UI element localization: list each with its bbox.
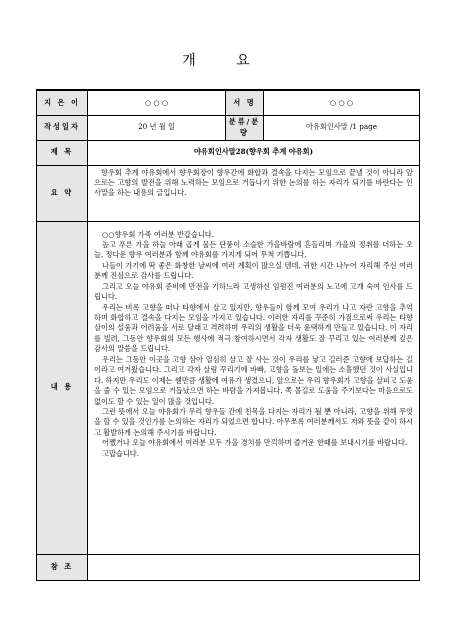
- date-value: 20 년 월 일: [88, 115, 226, 140]
- content-paragraph: 어쨌거나 오늘 야유회에서 여러분 모두 가을 경치를 만끽하며 즐거운 한때를 보내시기를 바랍니다.: [102, 438, 408, 448]
- content-paragraph: 고맙습니다.: [102, 448, 140, 458]
- author-value: ○ ○ ○: [88, 90, 226, 115]
- summary-body: 향우회 추계 야유회에서 향우회장이 향우간에 화합과 결속을 다지는 모임으로 끝낼 것이 아니라 앞으로는 고향의 발전을 위해 노력하는 모임으로 거듭나기 위한 논의를 하는 자리가 되기를 바란다는 인사말을 하는 내용의 글입니다.: [94, 167, 413, 198]
- summary-text: [88, 165, 420, 221]
- content-paragraph: 그리고 오늘 야유회 준비에 만전을 기하느라 고생하신 임원진 여러분의 노고에 고개 숙여 인사를 드립니다.: [94, 281, 413, 302]
- category-value: 아유회인사말 /1 page: [264, 115, 420, 140]
- content-body: [88, 221, 420, 554]
- summary-label: 요 약: [37, 165, 88, 221]
- content-paragraph: 우리는 비록 고향을 떠나 타향에서 살고 있지만, 향우들이 함께 모여 우리가 나고 자란 고향을 추억하며 화합하고 결속을 다지는 모임을 가지고 있습니다. 이러한 자리를 꾸준히 가짐으로써 우리는 타향살이의 설움과 어려움을 서로 달래고 격려하며 우리의 생활을 더욱 윤택하게 만들고 있습니다. 이 자리를 빌려, 그동안 향우회의 모든 행사에 적극 참여하시면서 각자 생활도 잘 꾸리고 있는 여러분께 깊은 감사의 말씀을 드립니다.: [94, 302, 413, 354]
- content-paragraph: 우리는 그동안 이곳을 고향 삼아 열심히 살고 잘 사는 것이 우리를 낳고 길러준 고향에 보답하는 길이라고 여겨왔습니다. 그리고 각자 살림 꾸리기에 바빠, 고향을 돌보는 일에는 소홀했던 것이 사실입니다. 하지만 우리도 이제는 웬만큼 생활에 여유가 생겼으니, 앞으로는 우리 향우회가 고향을 살피고 도움을 줄 수 있는 모임으로 거듭났으면 하는 바람을 가져봅니다. 쪽 몰길로 도움을 주기보다는 마음으로도 없이도 할 수 있는 일이 많을 것입니다.: [94, 354, 413, 406]
- category-label: 분류/분량: [226, 115, 264, 140]
- content-paragraph: ○○향우회 가족 여러분 반갑습니다.: [102, 229, 214, 239]
- author-label: 지 은 이: [37, 90, 88, 115]
- summary-form-table: [36, 89, 420, 581]
- document-title: 개 요: [182, 53, 268, 69]
- content-paragraph: 그런 뜻에서 오늘 야유회가 우리 향우들 간에 친목을 다지는 자리가 될 뿐 아니라, 고향을 위해 무엇을 할 수 있을 것인가를 논의하는 자리가 되었으면 합니다. 아무쪼록 여러분께서도 저와 뜻을 같이 하시고 활발하게 논의해 주시기를 바랍니다.: [94, 406, 413, 437]
- reference-label: 참 조: [37, 554, 88, 580]
- subject-label: 제 목: [37, 140, 88, 165]
- content-paragraph: 높고 푸른 가을 하늘 아래 곱게 물든 단풍이 소슬한 가을바람에 흔들리며 가을의 정취를 더하는 오늘, 정다운 향우 여러분과 함께 야유회를 가지게 되어 무척 기쁩니다.: [94, 239, 413, 260]
- reference-value: [88, 554, 420, 580]
- subject-value: 야유회인사말28(향우회 추계 야유회): [88, 140, 420, 165]
- date-label: 작성일자: [37, 115, 88, 140]
- signature-value: ○ ○ ○: [264, 90, 420, 115]
- content-paragraph: 나들이 가기에 딱 좋은 화창한 날씨에 여러 계획이 많으실 텐데, 귀한 시간 나누어 자리해 주신 여러분께 진심으로 감사를 드립니다.: [94, 260, 413, 281]
- content-label: 내 용: [37, 221, 88, 554]
- signature-label: 서 명: [226, 90, 264, 115]
